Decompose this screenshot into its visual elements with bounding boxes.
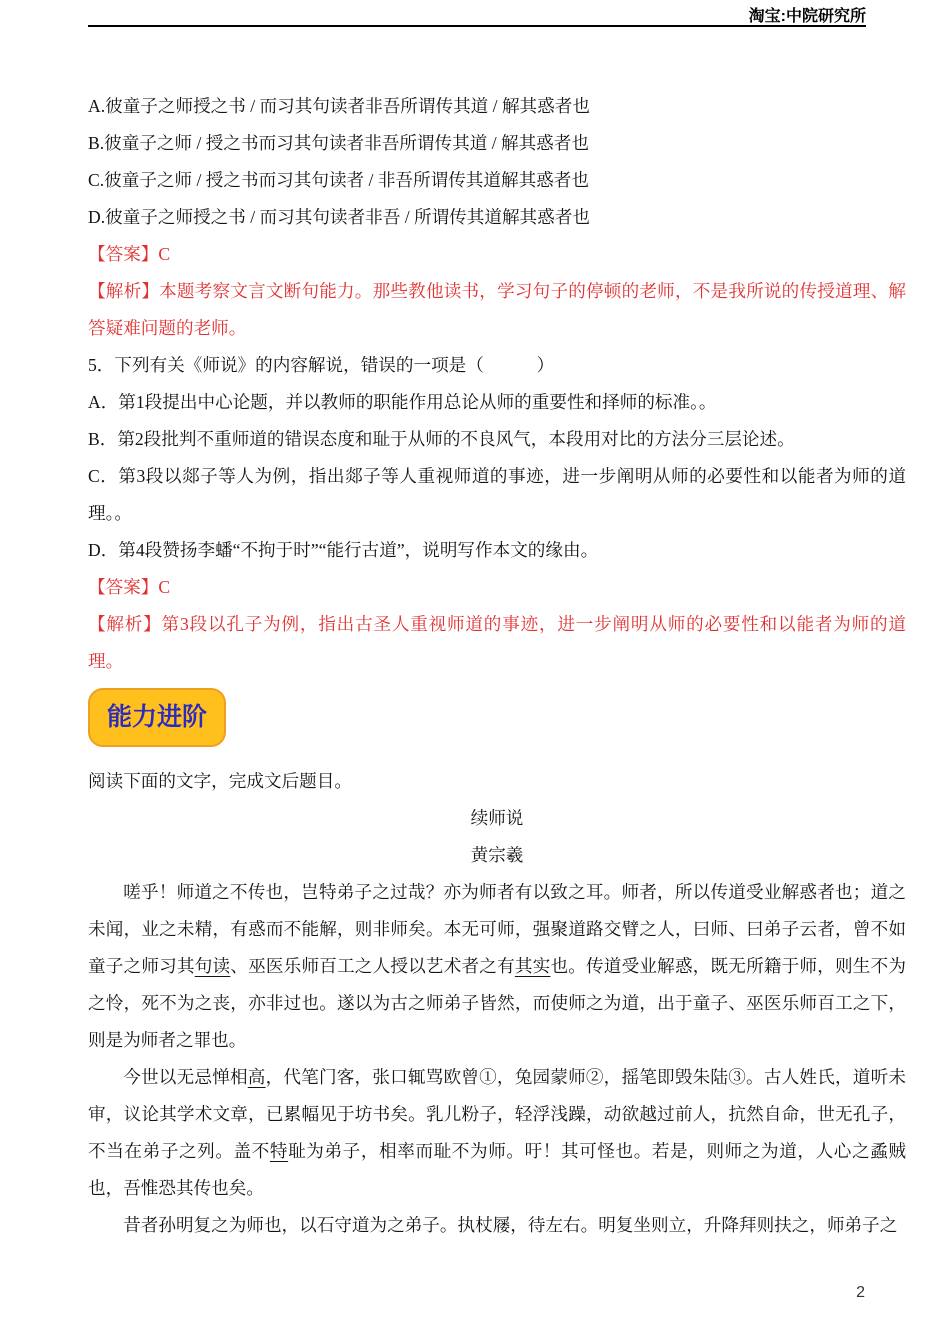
page-number: 2 bbox=[856, 1284, 865, 1301]
q5-option-c: C．第3段以郯子等人为例，指出郯子等人重视师道的事迹，进一步阐明从师的必要性和以能者为师的道理。。 bbox=[88, 466, 906, 523]
passage-paragraph-2: 今世以无忌惮相高，代笔门客，张口辄骂欧曾①，兔园蒙师②，摇笔即毁朱陆③。古人姓氏，道听未审，议论其学术文章，已累幅见于坊书矣。乳儿粉子，轻浮浅躁，动欲越过前人，抗然自命，世无孔子，不当在弟子之列。盖不特耻为弟子，相率而耻不为师。吁！其可怪也。若是，则师之为道，人心之蟊贼也，吾惟恐其传也矣。 bbox=[88, 1067, 906, 1198]
header-watermark: 淘宝:中院研究所 bbox=[748, 8, 866, 25]
q4-option-a: A.彼童子之师授之书 / 而习其句读者非吾所谓传其道 / 解其惑者也 bbox=[88, 96, 590, 116]
q5-option-d: D．第4段赞扬李蟠“不拘于时”“能行古道”，说明写作本文的缘由。 bbox=[88, 540, 599, 560]
passage-paragraph-1: 嗟乎！师道之不传也，岂特弟子之过哉？亦为师者有以致之耳。师者，所以传道受业解惑者也；道之未闻，业之未精，有惑而不能解，则非师矣。本无可师，强聚道路交臂之人，曰师、曰弟子云者，曾不如童子之师习其句读、巫医乐师百工之人授以艺术者之有其实也。传道受业解惑，既无所籍于师，则生不为之怜，死不为之丧，亦非过也。遂以为古之师弟子皆然，而使师之为道，出于童子、巫医乐师百工之下，则是为师者之罪也。 bbox=[88, 882, 906, 1050]
q5-analysis: 【解析】第3段以孔子为例，指出古圣人重视师道的事迹，进一步阐明从师的必要性和以能者为师的道理。 bbox=[88, 614, 906, 671]
header-divider bbox=[88, 25, 866, 27]
q4-analysis: 【解析】本题考察文言文断句能力。那些教他读书，学习句子的停顿的老师，不是我所说的传授道理、解答疑难问题的老师。 bbox=[88, 281, 906, 338]
passage-author: 黄宗羲 bbox=[470, 845, 524, 865]
q4-option-d: D.彼童子之师授之书 / 而习其句读者非吾 / 所谓传其道解其惑者也 bbox=[88, 207, 590, 227]
q5-stem: 5．下列有关《师说》的内容解说，错误的一项是（ ） bbox=[88, 355, 555, 375]
passage-paragraph-3: 昔者孙明复之为师也，以石守道为之弟子。执杖屦，待左右。明复坐则立，升降拜则扶之，师弟子之 bbox=[123, 1215, 898, 1235]
q5-option-b: B．第2段批判不重师道的错误态度和耻于从师的不良风气，本段用对比的方法分三层论述。 bbox=[88, 429, 795, 449]
q4-option-c: C.彼童子之师 / 授之书而习其句读者 / 非吾所谓传其道解其惑者也 bbox=[88, 170, 589, 190]
q4-answer: 【答案】C bbox=[88, 244, 171, 264]
section-badge-wrap bbox=[88, 688, 906, 747]
section-badge-capability: 能力进阶 bbox=[88, 688, 226, 747]
page-content bbox=[88, 88, 906, 1244]
passage-intro: 阅读下面的文字，完成文后题目。 bbox=[88, 771, 352, 791]
q4-option-b: B.彼童子之师 / 授之书而习其句读者非吾所谓传其道 / 解其惑者也 bbox=[88, 133, 589, 153]
q5-option-a: A．第1段提出中心论题，并以教师的职能作用总论从师的重要性和择师的标准。。 bbox=[88, 392, 717, 412]
q5-answer: 【答案】C bbox=[88, 577, 171, 597]
passage-title: 续师说 bbox=[470, 808, 524, 828]
